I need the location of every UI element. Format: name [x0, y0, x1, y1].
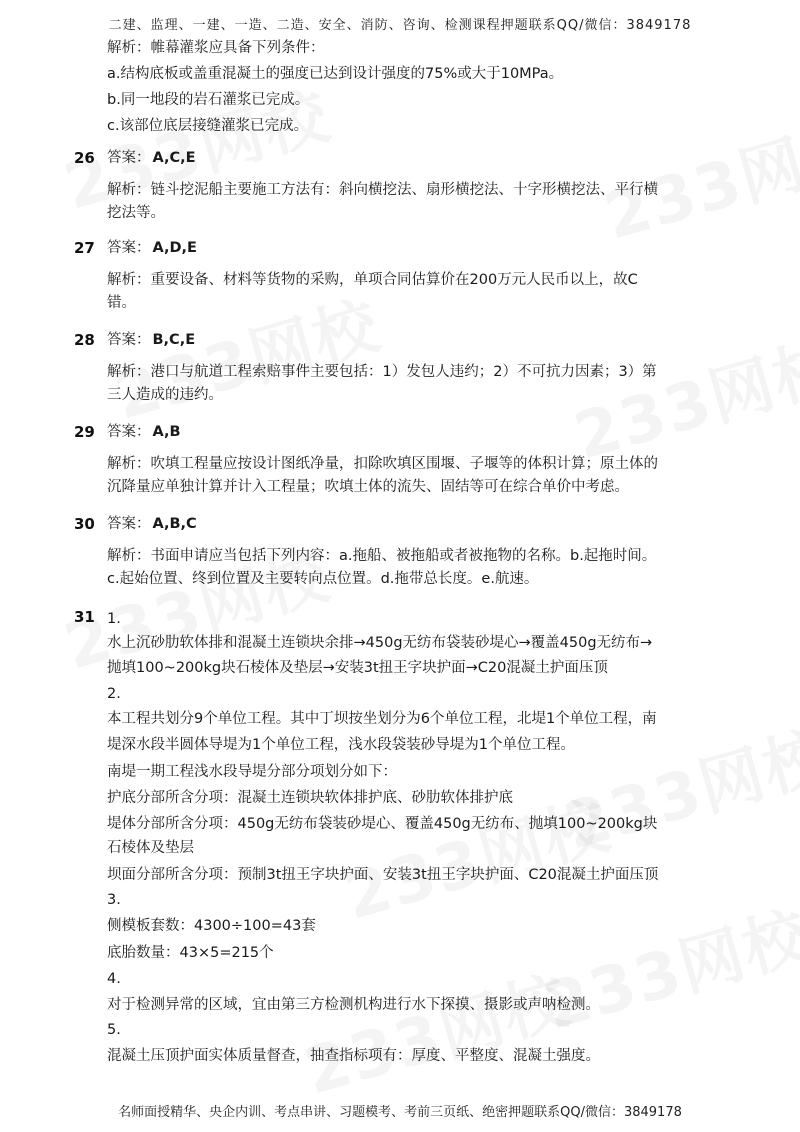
watermark — [103, 274, 389, 437]
q31-line: 坝面分部所含分项：预制3t扭王字块护面、安装3t扭王字块护面、C20混凝土护面压顶 — [107, 867, 659, 883]
watermark — [533, 884, 800, 1047]
analysis-line: 三人造成的违约。 — [107, 387, 223, 403]
q31-line: 侧模板套数：4300÷100=43套 — [107, 918, 316, 934]
answer-line — [107, 422, 181, 442]
question-number: 31 — [74, 608, 95, 626]
intro-line: b.同一地段的岩石灌浆已完成。 — [107, 92, 310, 108]
question-number: 30 — [74, 515, 95, 533]
analysis-line: 解析：链斗挖泥船主要施工方法有：斜向横挖法、扇形横挖法、十字形横挖法、平行横 — [107, 182, 658, 198]
q31-line: 水上沉砂肋软体排和混凝土连锁块余排→450g无纺布袋装砂堤心→覆盖450g无纺布→ — [107, 635, 653, 651]
analysis-line: 解析：书面申请应当包括下列内容：a.拖船、被拖船或者被拖物的名称。b.起拖时间。 — [107, 548, 657, 564]
answer-label: 答案： — [107, 240, 151, 256]
answer-line — [107, 514, 197, 534]
answer-value: B,C,E — [152, 332, 196, 348]
analysis-line: 解析：吹填工程量应按设计图纸净量，扣除吹填区围堰、子堰等的体积计算；原土体的 — [107, 456, 658, 472]
answer-value: A,C,E — [152, 150, 196, 166]
q31-line: 本工程共划分9个单位工程。其中丁坝按坐划分为6个单位工程，北堤1个单位工程，南 — [107, 711, 657, 727]
q31-line: 石棱体及垫层 — [107, 840, 194, 856]
watermark — [53, 64, 339, 227]
q31-line: 抛填100~200kg块石棱体及垫层→安装3t扭王字块护面→C20混凝土护面压顶 — [107, 660, 608, 676]
intro-line: 解析：帷幕灌浆应具备下列条件： — [107, 40, 325, 56]
intro-line: a.结构底板或盖重混凝土的强度已达到设计强度的75%或大于10MPa。 — [107, 66, 564, 82]
q31-line: 3. — [107, 892, 121, 908]
q31-line: 混凝土压顶护面实体质量督查，抽查指标项有：厚度、平整度、混凝土强度。 — [107, 1048, 600, 1064]
page-header: 二建、监理、一建、一造、二造、安全、消防、咨询、检测课程押题联系QQ/微信：3849178 — [108, 18, 692, 33]
q31-line: 2. — [107, 686, 121, 702]
question-number: 28 — [74, 331, 95, 349]
q31-line: 1. — [107, 611, 121, 627]
q31-line: 4. — [107, 971, 121, 987]
analysis-line: 解析：重要设备、材料等货物的采购，单项合同估算价在200万元人民币以上，故C — [107, 272, 638, 288]
analysis-line: c.起始位置、终到位置及主要转向点位置。d.拖带总长度。e.航速。 — [107, 571, 539, 587]
watermark — [293, 949, 579, 1112]
answer-line — [107, 148, 196, 168]
answer-label: 答案： — [107, 332, 151, 348]
q31-line: 堤深水段半圆体导堤为1个单位工程，浅水段袋装砂导堤为1个单位工程。 — [107, 737, 575, 753]
answer-value: A,B — [152, 424, 181, 440]
analysis-line: 沉降量应单独计算并计入工程量；吹填土体的流失、固结等可在综合单价中考虑。 — [107, 479, 629, 495]
question-number: 29 — [74, 423, 95, 441]
q31-line: 对于检测异常的区域，宜由第三方检测机构进行水下探摸、摄影或声呐检测。 — [107, 997, 600, 1013]
answer-line — [107, 238, 197, 258]
answer-label: 答案： — [107, 516, 151, 532]
analysis-line: 错。 — [107, 295, 136, 311]
analysis-line: 挖法等。 — [107, 205, 165, 221]
analysis-line: 解析：港口与航道工程索赔事件主要包括：1）发包人违约；2）不可抗力因素；3）第 — [107, 364, 657, 380]
q31-line: 堤体分部所含分项：450g无纺布袋装砂堤心、覆盖450g无纺布、抛填100~200kg块 — [107, 816, 658, 832]
question-number: 27 — [74, 239, 95, 257]
answer-line — [107, 330, 195, 350]
answer-label: 答案： — [107, 150, 151, 166]
q31-line: 护底分部所含分项：混凝土连锁块软体排护底、砂肋软体排护底 — [107, 790, 513, 806]
q31-line: 南堤一期工程浅水段导堤分部分项划分如下： — [107, 764, 397, 780]
question-number: 26 — [74, 149, 95, 167]
q31-line: 底胎数量：43×5=215个 — [107, 945, 274, 961]
intro-line: c.该部位底层接缝灌浆已完成。 — [107, 118, 309, 134]
page-footer: 名师面授精华、央企内训、考点串讲、习题模考、考前三页纸、绝密押题联系QQ/微信：3849178 — [118, 1105, 682, 1120]
q31-line: 5. — [107, 1022, 121, 1038]
answer-label: 答案： — [107, 424, 151, 440]
watermark — [593, 94, 800, 257]
answer-value: A,D,E — [152, 240, 197, 256]
answer-value: A,B,C — [152, 516, 197, 532]
